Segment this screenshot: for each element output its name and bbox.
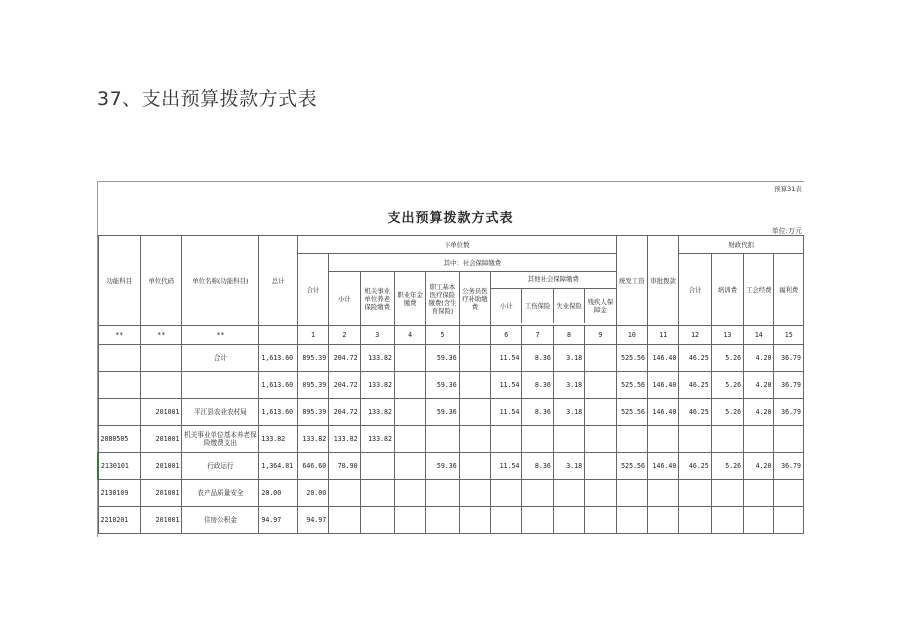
approved-cell: 146.40 <box>648 453 679 480</box>
subtotal-cell: 895.39 <box>297 345 328 372</box>
table-row <box>98 426 804 453</box>
header-subtotal: 合计 <box>297 254 328 326</box>
other-xiaoji-cell: 11.54 <box>491 399 522 426</box>
medical-cell <box>426 426 459 453</box>
training-cell: 5.26 <box>711 399 743 426</box>
index-cell: ** <box>98 326 141 345</box>
header-welfare: 福利费 <box>774 254 804 326</box>
header-unit-code: 单位代码 <box>141 236 182 326</box>
disabled-cell <box>585 426 616 453</box>
header-lower-unit: 下单位数 <box>297 236 616 254</box>
index-cell: 10 <box>616 326 647 345</box>
func-code-cell <box>98 399 141 426</box>
medical-cell: 59.36 <box>426 345 459 372</box>
disabled-cell <box>585 453 616 480</box>
table-row <box>98 345 804 372</box>
unemployment-cell: 3.18 <box>553 453 584 480</box>
unit-name-cell <box>182 372 259 399</box>
unemployment-cell <box>553 480 584 507</box>
fa-total-cell: 46.25 <box>679 372 711 399</box>
civil-medical-cell <box>459 480 490 507</box>
fa-total-cell <box>679 507 711 534</box>
medical-cell <box>426 480 459 507</box>
training-cell <box>711 426 743 453</box>
xiaoji-cell: 204.72 <box>329 399 360 426</box>
xiaoji-cell <box>329 480 360 507</box>
disabled-cell <box>585 345 616 372</box>
disabled-cell <box>585 507 616 534</box>
header-disabled: 残疾人保障金 <box>587 298 614 314</box>
subtotal-cell: 20.00 <box>297 480 328 507</box>
annuity-cell <box>394 453 425 480</box>
header-unemployment: 失业保险 <box>554 289 585 323</box>
subtotal-cell: 94.97 <box>297 507 328 534</box>
training-cell <box>711 480 743 507</box>
welfare-cell: 36.79 <box>774 372 804 399</box>
subtotal-cell: 133.82 <box>297 426 328 453</box>
civil-medical-cell <box>459 345 490 372</box>
approved-cell <box>648 426 679 453</box>
injury-cell: 8.36 <box>522 399 553 426</box>
func-code-cell <box>98 372 141 399</box>
union-cell: 4.20 <box>744 453 774 480</box>
salary-cell <box>616 507 647 534</box>
unemployment-cell: 3.18 <box>553 372 584 399</box>
index-cell: 11 <box>648 326 679 345</box>
injury-cell <box>522 480 553 507</box>
disabled-cell <box>585 399 616 426</box>
fa-total-cell: 46.25 <box>679 345 711 372</box>
total-cell: 1,613.60 <box>259 399 297 426</box>
medical-cell: 59.36 <box>426 399 459 426</box>
salary-cell <box>616 426 647 453</box>
training-cell: 5.26 <box>711 453 743 480</box>
xiaoji-cell: 204.72 <box>329 345 360 372</box>
unit-label: 单位:万元 <box>771 227 802 235</box>
unemployment-cell <box>553 426 584 453</box>
salary-cell: 525.56 <box>616 399 647 426</box>
salary-cell: 525.56 <box>616 372 647 399</box>
other-xiaoji-cell: 11.54 <box>491 453 522 480</box>
table-row <box>98 480 804 507</box>
annuity-cell <box>394 399 425 426</box>
header-approved: 审批拨款 <box>648 236 679 326</box>
disabled-cell <box>585 480 616 507</box>
header-other-xiaoji: 小计 <box>491 289 522 323</box>
header-training: 培训费 <box>711 254 743 326</box>
pension-cell: 133.82 <box>360 399 394 426</box>
total-cell: 1,364.81 <box>259 453 297 480</box>
func-code-cell <box>98 345 141 372</box>
other-xiaoji-cell <box>491 507 522 534</box>
index-cell: 8 <box>553 326 584 345</box>
civil-medical-cell <box>459 426 490 453</box>
header-func-code: 功能科目 <box>98 236 141 326</box>
welfare-cell: 36.79 <box>774 399 804 426</box>
table-row <box>98 507 804 534</box>
salary-cell: 525.56 <box>616 453 647 480</box>
form-number: 预算31表 <box>774 185 802 193</box>
fa-total-cell <box>679 480 711 507</box>
union-cell: 4.20 <box>744 372 774 399</box>
subtotal-cell: 895.39 <box>297 399 328 426</box>
medical-cell: 59.36 <box>426 453 459 480</box>
table-row <box>98 372 804 399</box>
unit-code-cell: 201001 <box>141 507 182 534</box>
total-cell: 20.00 <box>259 480 297 507</box>
civil-medical-cell <box>459 399 490 426</box>
training-cell: 5.26 <box>711 372 743 399</box>
total-cell: 1,613.60 <box>259 345 297 372</box>
unit-name-cell: 农产品质量安全 <box>182 480 259 507</box>
index-cell: 6 <box>491 326 522 345</box>
union-cell: 4.20 <box>744 399 774 426</box>
medical-cell <box>426 507 459 534</box>
unit-code-cell: 201001 <box>141 453 182 480</box>
func-code-cell: 2130101 <box>98 453 141 480</box>
pension-cell: 133.82 <box>360 426 394 453</box>
training-cell: 5.26 <box>711 345 743 372</box>
header-annuity: 职业年金缴费 <box>394 272 425 326</box>
approved-cell: 146.40 <box>648 399 679 426</box>
index-cell: 12 <box>679 326 711 345</box>
welfare-cell: 36.79 <box>774 453 804 480</box>
xiaoji-cell <box>329 507 360 534</box>
xiaoji-cell: 70.90 <box>329 453 360 480</box>
other-xiaoji-cell <box>491 426 522 453</box>
salary-cell: 525.56 <box>616 345 647 372</box>
union-cell <box>744 507 774 534</box>
sheet-top-border <box>97 181 804 182</box>
total-cell: 1,613.60 <box>259 372 297 399</box>
civil-medical-cell <box>459 453 490 480</box>
header-medical: 职工基本医疗保险缴费(含生育保险) <box>426 272 459 326</box>
header-total: 总计 <box>259 236 297 326</box>
index-cell: 5 <box>426 326 459 345</box>
annuity-cell <box>394 480 425 507</box>
header-finance-agent: 财政代扣 <box>679 236 804 254</box>
index-cell <box>259 326 297 345</box>
header-other-social-group <box>491 272 617 326</box>
subtotal-cell: 895.39 <box>297 372 328 399</box>
subtotal-cell: 646.60 <box>297 453 328 480</box>
injury-cell: 8.36 <box>522 345 553 372</box>
unemployment-cell: 3.18 <box>553 399 584 426</box>
header-other-social: 其他社会保障缴费 <box>491 275 616 289</box>
other-xiaoji-cell: 11.54 <box>491 372 522 399</box>
table-title: 支出预算拨款方式表 <box>387 211 514 226</box>
pension-cell: 133.82 <box>360 345 394 372</box>
welfare-cell <box>774 507 804 534</box>
index-cell: 13 <box>711 326 743 345</box>
index-cell: 3 <box>360 326 394 345</box>
header-of-which-social: 其中：社会保障缴费 <box>329 254 616 272</box>
xiaoji-cell: 133.82 <box>329 426 360 453</box>
header-fa-total: 合计 <box>679 254 711 326</box>
approved-cell: 146.40 <box>648 372 679 399</box>
index-cell: 4 <box>394 326 425 345</box>
unit-name-cell: 机关事业单位基本养老保险缴费支出 <box>182 426 259 453</box>
func-code-cell: 2130109 <box>98 480 141 507</box>
approved-cell: 146.40 <box>648 345 679 372</box>
unemployment-cell <box>553 507 584 534</box>
annuity-cell <box>394 426 425 453</box>
header-unit-name: 单位名称(功能科目) <box>182 236 259 326</box>
fa-total-cell <box>679 426 711 453</box>
welfare-cell <box>774 480 804 507</box>
func-code-cell: 2080505 <box>98 426 141 453</box>
salary-cell <box>616 480 647 507</box>
budget-table <box>97 235 804 534</box>
index-cell: 15 <box>774 326 804 345</box>
index-cell: ** <box>182 326 259 345</box>
training-cell <box>711 507 743 534</box>
index-cell: 1 <box>297 326 328 345</box>
union-cell <box>744 426 774 453</box>
injury-cell <box>522 507 553 534</box>
unit-code-cell <box>141 345 182 372</box>
union-cell: 4.20 <box>744 345 774 372</box>
unit-name-cell: 住房公积金 <box>182 507 259 534</box>
unit-name-cell: 合计 <box>182 345 259 372</box>
header-injury: 工伤保险 <box>522 289 553 323</box>
other-xiaoji-cell <box>491 480 522 507</box>
index-cell: 14 <box>744 326 774 345</box>
unit-code-cell: 201001 <box>141 426 182 453</box>
header-union: 工会经费 <box>744 254 774 326</box>
unit-code-cell <box>141 372 182 399</box>
pension-cell <box>360 507 394 534</box>
civil-medical-cell <box>459 507 490 534</box>
annuity-cell <box>394 507 425 534</box>
table-row <box>98 399 804 426</box>
header-other-social-subs <box>491 289 616 323</box>
budget-sheet <box>97 181 804 537</box>
welfare-cell: 36.79 <box>774 345 804 372</box>
other-xiaoji-cell: 11.54 <box>491 345 522 372</box>
civil-medical-cell <box>459 372 490 399</box>
injury-cell: 8.36 <box>522 372 553 399</box>
index-cell: 9 <box>585 326 616 345</box>
total-cell: 133.82 <box>259 426 297 453</box>
unit-name-cell: 平江县农业农村局 <box>182 399 259 426</box>
header-civil-medical: 公务员医疗补助缴费 <box>459 272 490 326</box>
pension-cell: 133.82 <box>360 372 394 399</box>
approved-cell <box>648 480 679 507</box>
union-cell <box>744 480 774 507</box>
total-cell: 94.97 <box>259 507 297 534</box>
index-cell: 2 <box>329 326 360 345</box>
index-cell: ** <box>141 326 182 345</box>
data-rows <box>98 345 804 534</box>
fa-total-cell: 46.25 <box>679 453 711 480</box>
index-cell: 7 <box>522 326 553 345</box>
index-row <box>98 326 804 345</box>
unit-code-cell: 201001 <box>141 480 182 507</box>
xiaoji-cell: 204.72 <box>329 372 360 399</box>
unit-name-cell: 行政运行 <box>182 453 259 480</box>
table-row <box>98 453 804 480</box>
func-code-cell: 2210201 <box>98 507 141 534</box>
disabled-cell <box>585 372 616 399</box>
approved-cell <box>648 507 679 534</box>
unit-code-cell: 201001 <box>141 399 182 426</box>
fa-total-cell: 46.25 <box>679 399 711 426</box>
welfare-cell <box>774 426 804 453</box>
annuity-cell <box>394 345 425 372</box>
header-pension: 机关事业单位养老保险缴费 <box>360 272 394 326</box>
medical-cell: 59.36 <box>426 372 459 399</box>
pension-cell <box>360 480 394 507</box>
page-heading: 37、支出预算拨款方式表 <box>97 88 318 110</box>
unemployment-cell: 3.18 <box>553 345 584 372</box>
index-cell <box>459 326 490 345</box>
header-xiaoji: 小计 <box>329 272 360 326</box>
annuity-cell <box>394 372 425 399</box>
injury-cell: 8.36 <box>522 453 553 480</box>
pension-cell <box>360 453 394 480</box>
injury-cell <box>522 426 553 453</box>
header-salary: 统发工资 <box>616 236 647 326</box>
